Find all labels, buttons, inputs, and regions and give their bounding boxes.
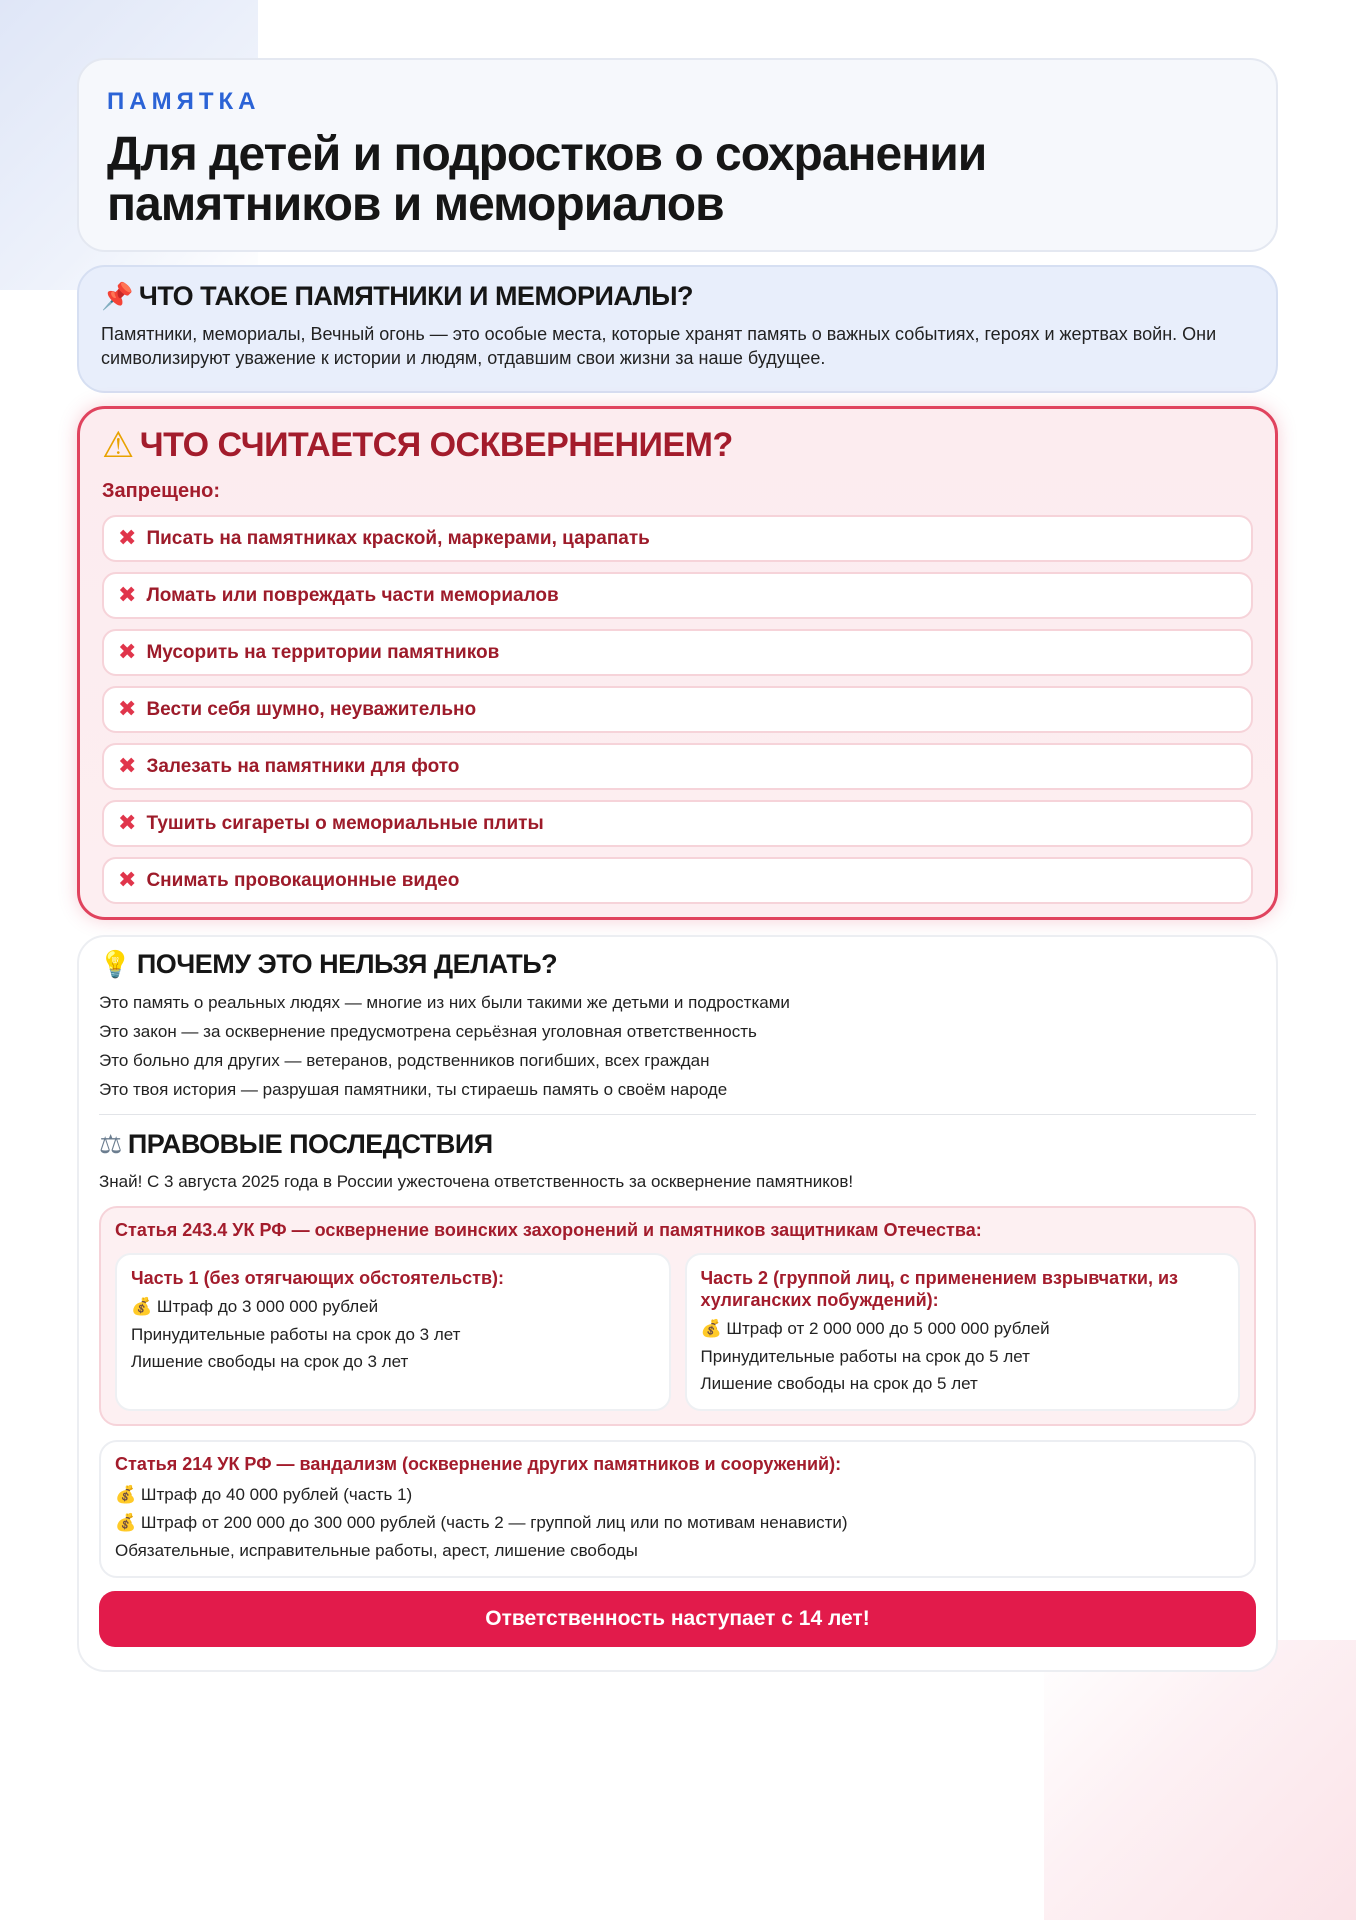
cross-mark-icon: ✖ [118, 583, 137, 608]
forbidden-item-text: Снимать провокационные видео [146, 869, 460, 891]
forbidden-item-text: Ломать или повреждать части мемориалов [146, 584, 559, 606]
forbidden-item [102, 686, 1253, 733]
why-list [99, 988, 1256, 1104]
forbidden-item [102, 800, 1253, 847]
part-2-fine-text: Штраф от 2 000 000 до 5 000 000 рублей [726, 1319, 1050, 1338]
forbidden-item [102, 629, 1253, 676]
part-2-work: Принудительные работы на срок до 5 лет [700, 1347, 1030, 1366]
part-1-fine [131, 1293, 655, 1321]
desecration-title: ЧТО СЧИТАЕТСЯ ОСКВЕРНЕНИЕМ? [139, 426, 733, 464]
why-reason: Это закон — за осквернение предусмотрена серьёзная уголовная ответственность [99, 1022, 757, 1041]
part-2-title: Часть 2 (группой лиц, с применением взрывчатки, из хулиганских побуждений): [700, 1268, 1179, 1310]
article-214-fine-1 [115, 1481, 1240, 1509]
cross-mark-icon: ✖ [118, 697, 137, 722]
why-reason: Это твоя история — разрушая памятники, ты стираешь память о своём народе [99, 1080, 728, 1099]
cross-mark-icon: ✖ [118, 754, 137, 779]
legal-title: ПРАВОВЫЕ ПОСЛЕДСТВИЯ [127, 1129, 493, 1159]
lightbulb-icon: 💡 [99, 949, 131, 980]
forbidden-item-text: Вести себя шумно, неуважительно [146, 698, 477, 720]
why-reason: Это больно для других — ветеранов, родственников погибших, всех граждан [99, 1051, 710, 1070]
page-title-line-2: памятников и мемориалов [107, 178, 724, 231]
article-214-card [99, 1440, 1256, 1578]
cross-mark-icon: ✖ [118, 868, 137, 893]
article-243-title: Статья 243.4 УК РФ — осквернение воинских захоронений и памятников защитникам Отечества: [115, 1220, 982, 1240]
divider [99, 1114, 1256, 1115]
cross-mark-icon: ✖ [118, 811, 137, 836]
what-heading [101, 281, 1254, 312]
cross-mark-icon: ✖ [118, 640, 137, 665]
forbidden-item [102, 857, 1253, 904]
forbidden-item-text: Писать на памятниках краской, маркерами, царапать [146, 527, 650, 549]
desecration-heading [102, 425, 1253, 466]
page-title [107, 130, 1248, 230]
legal-notice: Знай! С 3 августа 2025 года в России ужесточена ответственность за осквернение памятников! [99, 1172, 854, 1191]
why-reason: Это память о реальных людях — многие из них были такими же детьми и подростками [99, 993, 790, 1012]
part-1-prison: Лишение свободы на срок до 3 лет [131, 1352, 409, 1371]
why-heading [99, 949, 1256, 980]
article-214-fine-2 [115, 1509, 1240, 1537]
forbidden-list [102, 515, 1253, 904]
article-243-parts [115, 1253, 1240, 1411]
money-bag-icon: 💰 [131, 1297, 153, 1317]
desecration-section [77, 406, 1278, 920]
forbidden-item [102, 572, 1253, 619]
part-1-work: Принудительные работы на срок до 3 лет [131, 1325, 461, 1344]
article-243-part-2 [685, 1253, 1241, 1411]
part-1-fine-text: Штраф до 3 000 000 рублей [156, 1297, 379, 1316]
forbidden-item-text: Тушить сигареты о мемориальные плиты [146, 812, 544, 834]
pushpin-icon: 📌 [101, 281, 133, 312]
what-section [77, 265, 1278, 393]
scales-icon: ⚖ [99, 1129, 122, 1160]
kicker-label: ПАМЯТКА [107, 88, 261, 115]
money-bag-icon: 💰 [115, 1485, 137, 1505]
article-214-fine-2-text: Штраф от 200 000 до 300 000 рублей (часть 2 — группой лиц или по мотивам ненависти) [140, 1513, 848, 1532]
header-card [77, 58, 1278, 252]
leaflet [77, 58, 1278, 1672]
money-bag-icon: 💰 [700, 1319, 722, 1339]
part-2-prison: Лишение свободы на срок до 5 лет [700, 1374, 978, 1393]
legal-heading [99, 1129, 1256, 1160]
article-214-fine-1-text: Штраф до 40 000 рублей (часть 1) [140, 1485, 413, 1504]
why-title: ПОЧЕМУ ЭТО НЕЛЬЗЯ ДЕЛАТЬ? [136, 949, 558, 979]
article-214-lines [115, 1481, 1240, 1564]
what-text: Памятники, мемориалы, Вечный огонь — это особые места, которые хранят память о важных событиях, героях и жертвах войн. Они символизируют уважение к истории и людям, отдавшим свои жизни за наше будущее. [101, 324, 1217, 368]
why-and-legal-section [77, 935, 1278, 1672]
cross-mark-icon: ✖ [118, 526, 137, 551]
forbidden-item-text: Мусорить на территории памятников [146, 641, 500, 663]
part-1-title: Часть 1 (без отягчающих обстоятельств): [131, 1268, 505, 1288]
age-responsibility-banner: Ответственность наступает с 14 лет! [99, 1591, 1256, 1647]
money-bag-icon: 💰 [115, 1513, 137, 1533]
forbidden-item [102, 515, 1253, 562]
article-243-part-1 [115, 1253, 671, 1411]
part-2-fine [701, 1315, 1225, 1343]
forbidden-item-text: Залезать на памятники для фото [146, 755, 460, 777]
background-gradient-bottom-right [1044, 1640, 1356, 1920]
article-214-other: Обязательные, исправительные работы, арест, лишение свободы [115, 1541, 638, 1560]
forbidden-item [102, 743, 1253, 790]
page-title-line-1: Для детей и подростков о сохранении [107, 128, 987, 181]
article-214-title: Статья 214 УК РФ — вандализм (осквернение других памятников и сооружений): [115, 1454, 842, 1474]
warning-icon: ⚠ [102, 425, 134, 466]
article-243-card [99, 1206, 1256, 1426]
what-title: ЧТО ТАКОЕ ПАМЯТНИКИ И МЕМОРИАЛЫ? [138, 281, 694, 311]
forbidden-label: Запрещено: [102, 480, 221, 502]
